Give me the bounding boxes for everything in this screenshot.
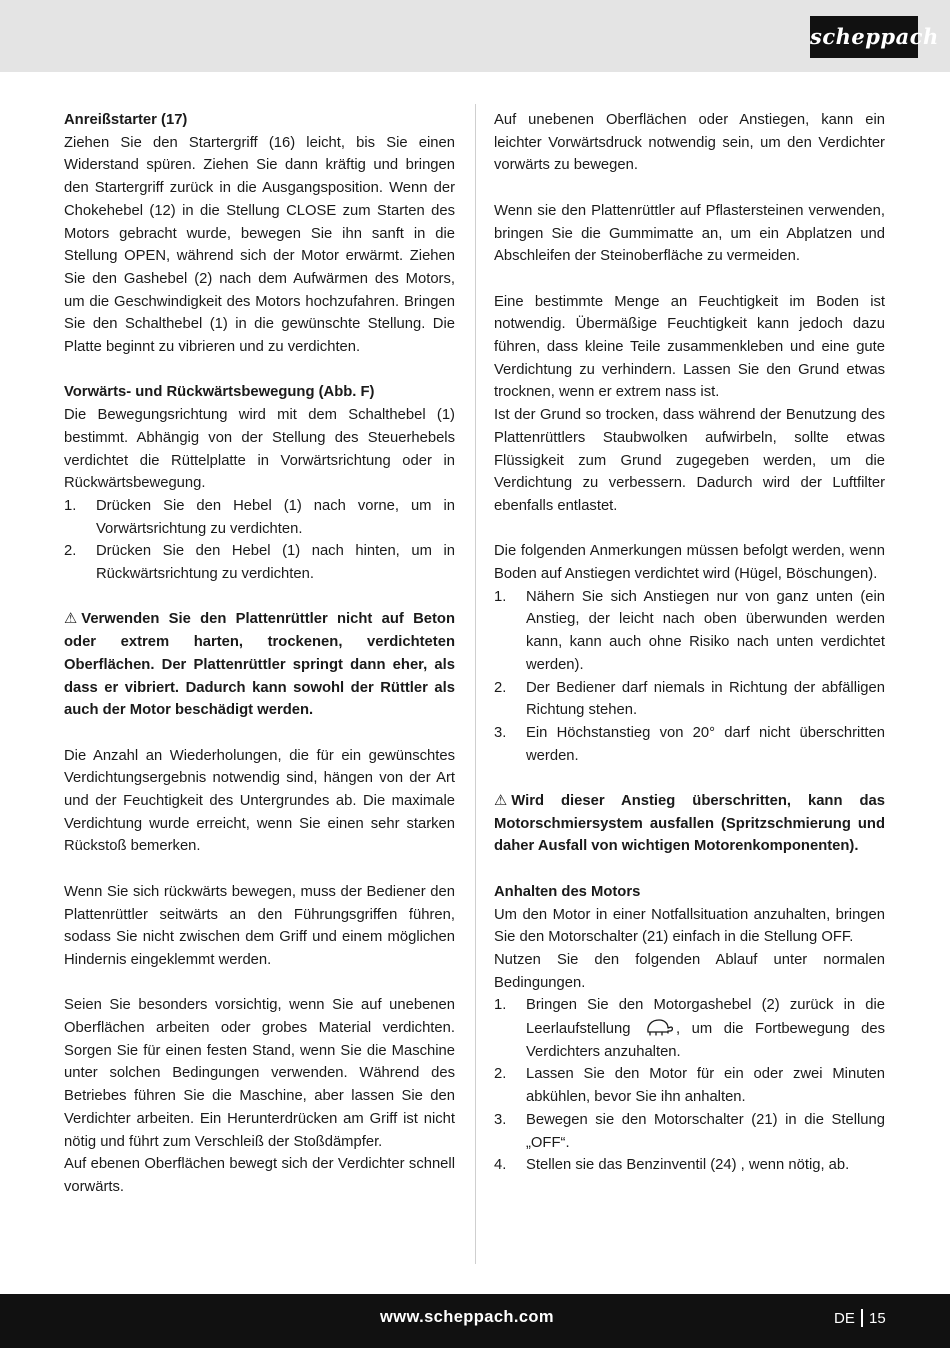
list-item: 3. Bewegen sie den Motorschalter (21) in die Stellung „OFF“. [494, 1111, 885, 1151]
list-item: 4. Stellen sie das Benzinventil (24) , wenn nötig, ab. [494, 1157, 850, 1174]
paragraph-uneben: Auf unebenen Oberflächen oder Anstiegen, kann ein leichter Vorwärtsdruck notwendig sein, um den Verdichter vorwärts zu bewegen. [494, 112, 885, 174]
language-code: DE [834, 1310, 855, 1327]
warning-anstieg: ⚠ Wird dieser Anstieg überschritten, kann das Motorschmiersystem ausfallen (Spritzschmierung und daher Ausfall von wichtigen Motorenkomponenten). [494, 790, 885, 858]
paragraph-trocken: Ist der Grund so trocken, dass während der Benutzung des Plattenrüttlers Staubwolken aufwirbeln, sollte etwas Flüssigkeit zum Grund zugegeben werden, um die Verdichtung zu verbessern. Dadurch wird der Luftfilter ebenfalls entlastet. [494, 407, 885, 514]
left-column [64, 109, 455, 1199]
paragraph-anreissstarter: Ziehen Sie den Startergriff (16) leicht, bis Sie einen Widerstand spüren. Ziehen Sie dann kräftig und bringen den Startergriff zurück in die Ausgangsposition. Wenn der Chokehebel (12) in die Stellung CLOSE zum Starten des Motors gebracht wurde, bewegen Sie ihn sanft in die Stellung OPEN, während sich der Motor erwärmt. Ziehen Sie den Gashebel (2) nach dem Aufwärmen des Motors, um die Geschwindigkeit des Motors hochzufahren. Bringen Sie den Schalthebel (1) in die gewünschte Stellung. Die Platte beginnt zu vibrieren und zu verdichten. [64, 134, 455, 356]
paragraph-anmerkungen: Die folgenden Anmerkungen müssen befolgt werden, wenn Boden auf Anstiegen verdichtet wird (Hügel, Böschungen). [494, 543, 885, 583]
paragraph-vorwaerts: Die Bewegungsrichtung wird mit dem Schalthebel (1) bestimmt. Abhängig von der Stellung des Steuerhebels verdichtet die Rüttelplatte in Vorwärtsrichtung oder in Rückwärtsbewegung. [64, 407, 455, 492]
section-heading-anhalten: Anhalten des Motors [494, 883, 641, 900]
paragraph-eben: Auf ebenen Oberflächen bewegt sich der Verdichter schnell vorwärts. [64, 1156, 455, 1195]
anstieg-list [494, 586, 885, 768]
list-item: 2. Der Bediener darf niemals in Richtung der abfälligen Richtung stehen. [494, 679, 885, 719]
paragraph-rueckwaerts: Wenn Sie sich rückwärts bewegen, muss der Bediener den Plattenrüttler seitwärts an den Führungsgriffen führen, sodass Sie nicht zwischen dem Griff und einem möglichen Hindernis eingeklemmt werden. [64, 883, 455, 968]
warning-icon: ⚠ [64, 611, 78, 628]
website-link[interactable]: www.scheppach.com [380, 1308, 554, 1326]
list-item: 1. Bringen Sie den Motorgashebel (2) zurück in die Leerlaufstellung , um die Fortbewegung des Verdichters anzuhalten. [494, 997, 885, 1060]
warning-icon: ⚠ [494, 793, 508, 810]
anhalten-list [494, 994, 885, 1177]
brand-logo: scheppach [810, 16, 918, 58]
paragraph-anhalten-notfall: Um den Motor in einer Notfallsituation anzuhalten, bringen Sie den Motorschalter (21) einfach in die Stellung OFF. [494, 906, 885, 946]
footer-separator [861, 1309, 863, 1327]
right-column [494, 109, 885, 1177]
paragraph-vorsichtig: Seien Sie besonders vorsichtig, wenn Sie auf unebenen Oberflächen arbeiten oder grobes Material verdichten. Sorgen Sie für einen festen Stand, wenn Sie die Maschine unter solchen Bedingungen verwenden. Während des Betriebes führen Sie die Maschine, aber lassen Sie den Verdichter arbeiten. Ein Herunterdrücken am Griff ist nicht nötig und führt zum Verschleiß der Stoßdämpfer. [64, 997, 455, 1150]
column-divider [475, 104, 476, 1264]
section-heading-vorwaerts: Vorwärts- und Rückwärtsbewegung (Abb. F) [64, 384, 375, 401]
list-item: 2. Drücken Sie den Hebel (1) nach hinten, um in Rückwärtsrichtung zu verdichten. [64, 543, 455, 583]
list-item: 2. Lassen Sie den Motor für ein oder zwei Minuten abkühlen, bevor Sie ihn anhalten. [494, 1066, 885, 1106]
section-heading-anreissstarter: Anreißstarter (17) [64, 112, 188, 128]
page-number: 15 [869, 1310, 886, 1327]
list-item: 1. Nähern Sie sich Anstiegen nur von ganz unten (ein Anstieg, der leicht nach oben überwunden werden kann, kann auch ohne Risiko nach unten verdichtet werden). [494, 588, 885, 673]
footer-bar [0, 1294, 950, 1348]
paragraph-anzahl: Die Anzahl an Wiederholungen, die für ein gewünschtes Verdichtungsergebnis notwendig sind, hängen von der Art und der Feuchtigkeit des Untergrundes ab. Die maximale Verdichtung wurde erreicht, wenn Sie einen sehr starken Rückstoß bemerken. [64, 747, 455, 855]
vorwaerts-list [64, 495, 455, 586]
header-bar [0, 0, 950, 72]
paragraph-pflaster: Wenn sie den Plattenrüttler auf Pflastersteinen verwenden, bringen Sie die Gummimatte an, um ein Abplatzen und Abschleifen der Steinoberfläche zu vermeiden. [494, 202, 885, 265]
list-item: 3. Ein Höchstanstieg von 20° darf nicht überschritten werden. [494, 724, 885, 764]
paragraph-anhalten-normal: Nutzen Sie den folgenden Ablauf unter normalen Bedingungen. [494, 951, 885, 991]
turtle-idle-icon [644, 1017, 674, 1037]
list-item: 1. Drücken Sie den Hebel (1) nach vorne, um in Vorwärtsrichtung zu verdichten. [64, 497, 455, 537]
paragraph-feuchtigkeit: Eine bestimmte Menge an Feuchtigkeit im Boden ist notwendig. Übermäßige Feuchtigkeit kann jedoch dazu führen, dass kleine Teile zusammenkleben und eine gute Verdichtung zu verhindern. Lassen Sie den Grund etwas trocknen, wenn er extrem nass ist. [494, 293, 885, 401]
warning-betonflaechen: ⚠ Verwenden Sie den Plattenrüttler nicht auf Beton oder extrem harten, trockenen, verdichteten Oberflächen. Der Plattenrüttler springt dann eher, als dass er vibriert. Dadurch kann sowohl der Rüttler als auch der Motor beschädigt werden. [64, 608, 455, 722]
